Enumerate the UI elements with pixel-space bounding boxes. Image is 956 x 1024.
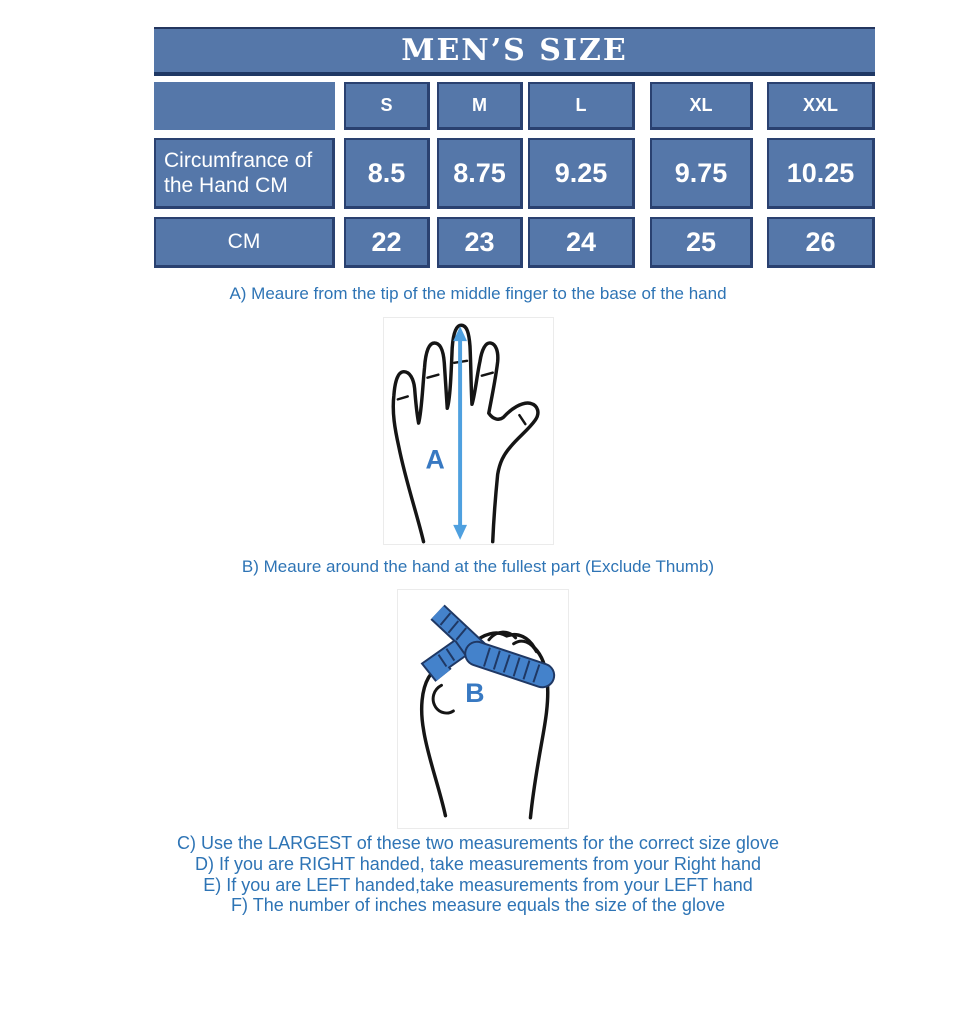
cm-value-l: 24: [528, 217, 635, 268]
row-label-circumference: Circumfrance of the Hand CM: [154, 138, 335, 209]
size-header-xxl: XXL: [767, 82, 875, 130]
cm-value-xl: 25: [650, 217, 753, 268]
cm-value-m: 23: [437, 217, 523, 268]
size-header-m: M: [437, 82, 523, 130]
circumference-value-xl: 9.75: [650, 138, 753, 209]
corner-cell: [154, 82, 335, 130]
instruction-b-text: B) Meaure around the hand at the fullest part (Exclude Thumb): [241, 557, 715, 576]
diagram-label-b: B: [465, 678, 485, 709]
diagram-label-a: A: [425, 444, 445, 475]
circumference-value-s: 8.5: [344, 138, 430, 209]
instruction-a-text: A) Meaure from the tip of the middle finger to the base of the hand: [229, 284, 727, 303]
circumference-value-xxl: 10.25: [767, 138, 875, 209]
circumference-value-l: 9.25: [528, 138, 635, 209]
size-header-s: S: [344, 82, 430, 130]
hand-length-illustration: [383, 317, 554, 545]
fist-with-tape-icon: [398, 590, 568, 828]
size-header-l: L: [528, 82, 635, 130]
instruction-f-text: F) The number of inches measure equals the size of the glove: [231, 895, 725, 916]
instruction-c-text: C) Use the LARGEST of these two measurements for the correct size glove: [177, 833, 779, 853]
cm-value-s: 22: [344, 217, 430, 268]
size-header-xl: XL: [650, 82, 753, 130]
hand-circumference-illustration: [397, 589, 569, 829]
table-title: MEN’S SIZE: [154, 27, 875, 76]
instruction-e-text: E) If you are LEFT handed,take measurements from your LEFT hand: [203, 874, 753, 895]
bottom-instructions: [0, 833, 956, 916]
table-grid: [154, 82, 875, 268]
circumference-value-m: 8.75: [437, 138, 523, 209]
cm-value-xxl: 26: [767, 217, 875, 268]
open-hand-icon: [384, 318, 553, 544]
row-label-cm: CM: [154, 217, 335, 268]
mens-size-table: [154, 27, 875, 268]
instruction-d-text: D) If you are RIGHT handed, take measurements from your Right hand: [195, 853, 761, 874]
